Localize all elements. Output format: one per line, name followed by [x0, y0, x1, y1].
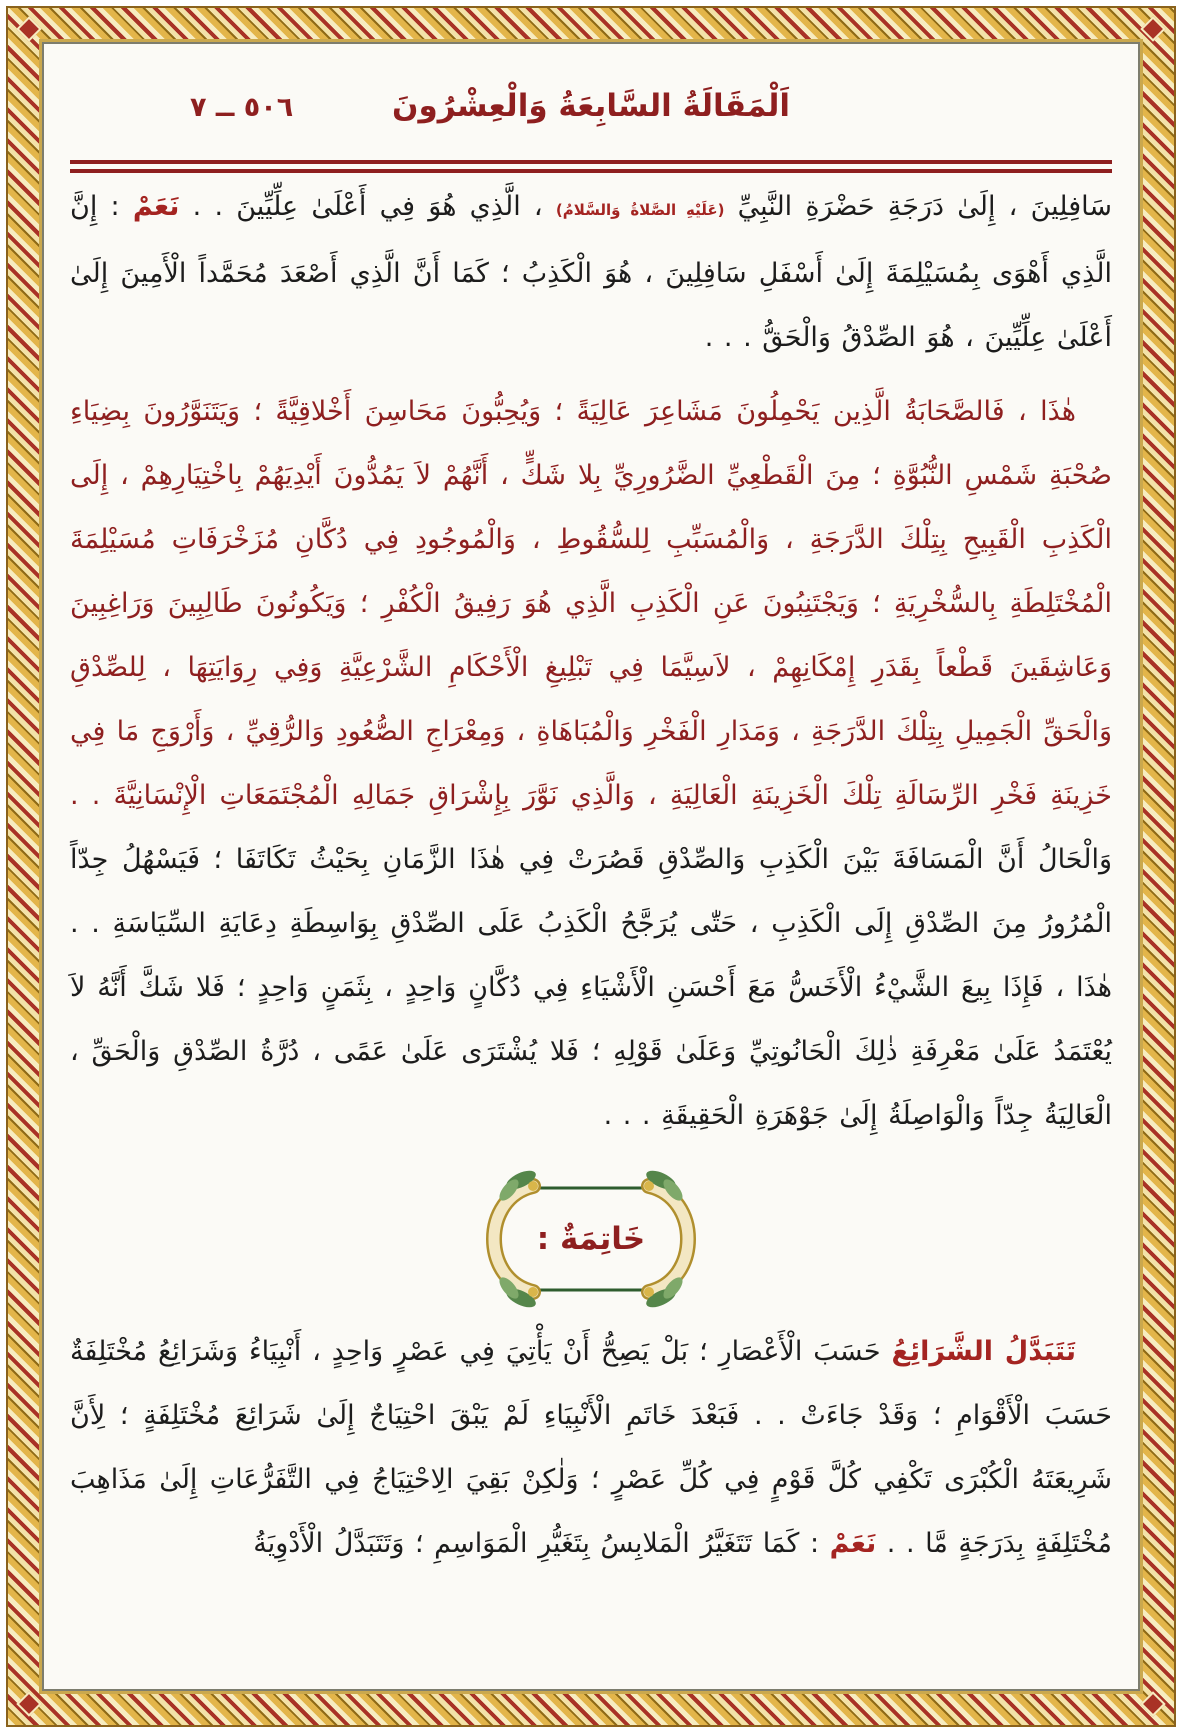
text-segment: سَافِلِينَ ، إِلَىٰ دَرَجَةِ حَضْرَةِ النَّبِيِّ	[724, 191, 1112, 222]
emphasis-red-text: تَتَبَدَّلُ الشَّرَائِعُ	[891, 1336, 1076, 1367]
border-corner-diamond	[16, 16, 41, 41]
text-segment: : إِنَّ الَّذِي أَهْوَى بِمُسَيْلِمَةَ إِلَىٰ أَسْفَلِ سَافِلِينَ ، هُوَ الْكَذِبُ ؛ كَمَا أَنَّ الَّذِي أَصْعَدَ مُحَمَّداً الْأَمِينَ إِلَىٰ أَعْلَىٰ عِلِّيِّينَ ، هُوَ الصِّدْقُ وَالْحَقُّ . . .	[70, 191, 1112, 353]
page-number: ٥٠٦ ــ ٧	[190, 92, 294, 123]
text-segment: وَالْحَالُ أَنَّ الْمَسَافَةَ بَيْنَ الْكَذِبِ وَالصِّدْقِ قَصُرَتْ فِي هٰذَا الزَّمَانِ بِحَيْثُ تَكَاتَفَا ؛ فَيَسْهُلُ جِدّاً الْمُرُورُ مِنَ الصِّدْقِ إِلَى الْكَذِبِ ، حَتّٰى يُرَجَّحُ الْكَذِبُ عَلَى الصِّدْقِ بِوَاسِطَةِ دِعَايَةِ السِّيَاسَةِ . . هٰذَا ، فَإِذَا بِيعَ الشَّيْءُ الْأَخَسُّ مَعَ أَحْسَنِ الْأَشْيَاءِ فِي دُكَّانٍ وَاحِدٍ ، بِثَمَنٍ وَاحِدٍ ؛ فَلا شَكَّ أَنَّهُ لاَ يُعْتَمَدُ عَلَىٰ مَعْرِفَةِ ذٰلِكَ الْحَانُوتِيِّ وَعَلَىٰ قَوْلِهِ ؛ فَلا يُشْتَرَى عَلَىٰ عَمًى ، دُرَّةُ الصِّدْقِ وَالْحَقِّ ، الْعَالِيَةُ جِدّاً وَالْوَاصِلَةُ إِلَىٰ جَوْهَرَةِ الْحَقِيقَةِ . . .	[70, 844, 1112, 1131]
paragraph	[70, 1320, 1112, 1576]
emphasis-red-text: نَعَمْ	[132, 191, 180, 222]
book-page	[42, 42, 1140, 1691]
page-header	[70, 88, 1112, 154]
page-title: اَلْمَقَالَةُ السَّابِعَةُ وَالْعِشْرُونَ	[391, 88, 791, 124]
border-corner-diamond	[1140, 16, 1165, 41]
text-body-bottom	[70, 1320, 1112, 1576]
border-corner-diamond	[16, 1691, 41, 1716]
emphasis-red-text: نَعَمْ	[829, 1528, 877, 1559]
emphasis-red-text: (عَلَيْهِ الصَّلاةُ وَالسَّلامُ)	[555, 201, 725, 219]
conclusion-ornament	[451, 1164, 731, 1314]
text-segment: حَسَبَ الْأَعْصَارِ ؛ بَلْ يَصِحُّ أَنْ يَأْتِيَ فِي عَصْرٍ وَاحِدٍ ، أَنْبِيَاءُ وَشَرَائِعُ مُخْتَلِفَةٌ حَسَبَ الْأَقْوَامِ ؛ وَقَدْ جَاءَتْ . . فَبَعْدَ خَاتَمِ الْأَنْبِيَاءِ لَمْ يَبْقَ احْتِيَاجٌ إِلَىٰ شَرَائِعَ مُخْتَلِفَةٍ ؛ لِأَنَّ شَرِيعَتَهُ الْكُبْرَى تَكْفِي كُلَّ قَوْمٍ فِي كُلِّ عَصْرٍ ؛ وَلٰكِنْ بَقِيَ الِاحْتِيَاجُ فِي التَّفَرُّعَاتِ إِلَىٰ مَذَاهِبَ مُخْتَلِفَةٍ بِدَرَجَةٍ مَّا . .	[70, 1336, 1112, 1559]
text-segment: : كَمَا تَتَغَيَّرُ الْمَلابِسُ بِتَغَيُّرِ الْمَوَاسِمِ ؛ وَتَتَبَدَّلُ الْأَدْوِيَةُ	[253, 1528, 830, 1559]
text-body-top	[70, 175, 1112, 1148]
paragraph	[70, 175, 1112, 370]
border-corner-diamond	[1140, 1691, 1165, 1716]
text-segment: ، الَّذِي هُوَ فِي أَعْلَىٰ عِلِّيِّينَ . .	[179, 191, 556, 222]
emphasis-red-text: هٰذَا ، فَالصَّحَابَةُ الَّذِين يَحْمِلُونَ مَشَاعِرَ عَالِيَةً ؛ وَيُحِبُّونَ مَحَاسِنَ أَخْلاقِيَّةً ؛ وَيَتَنَوَّرُونَ بِضِيَاءِ صُحْبَةِ شَمْسِ النُّبُوَّةِ ؛ مِنَ الْقَطْعِيِّ الضَّرُورِيِّ بِلا شَكٍّ ، أَنَّهُمْ لاَ يَمُدُّونَ أَيْدِيَهُمْ بِاخْتِيَارِهِمْ ، إِلَى الْكَذِبِ الْقَبِيحِ بِتِلْكَ الدَّرَجَةِ ، وَالْمُسَبِّبِ لِلسُّقُوطِ ، وَالْمُوجُودِ فِي دُكَّانِ مُزَخْرَفَاتِ مُسَيْلِمَةَ الْمُخْتَلِطَةِ بِالسُّخْرِيَةِ ؛ وَيَجْتَنِبُونَ عَنِ الْكَذِبِ الَّذِي هُوَ رَفِيقُ الْكُفْرِ ؛ وَيَكُونُونَ طَالِبِينَ وَرَاغِبِينَ وَعَاشِقَينَ قَطْعاً بِقَدَرِ إِمْكَانِهِمْ ، لاَسِيَّمَا فِي تَبْلِيغِ الْأَحْكَامِ الشَّرْعِيَّةِ وَفِي رِوَايَتِهَا ، لِلصِّدْقِ وَالْحَقِّ الْجَمِيلِ بِتِلْكَ الدَّرَجَةِ ، وَمَدَارِ الْفَخْرِ وَالْمُبَاهَاةِ ، وَمِعْرَاجِ الصُّعُودِ وَالرُّقِيِّ ، وَأَرْوَجِ مَا فِي خَزِينَةِ فَخْرِ الرِّسَالَةِ تِلْكَ الْخَزِينَةِ الْعَالِيَةِ ، وَالَّذِي نَوَّرَ بِإِشْرَاقِ جَمَالِهِ الْمُجْتَمَعَاتِ الْإِنْسَانِيَّةَ . .	[70, 396, 1112, 811]
header-divider	[70, 160, 1112, 173]
conclusion-label: خَاتِمَةٌ :	[536, 1221, 646, 1257]
paragraph	[70, 380, 1112, 1148]
